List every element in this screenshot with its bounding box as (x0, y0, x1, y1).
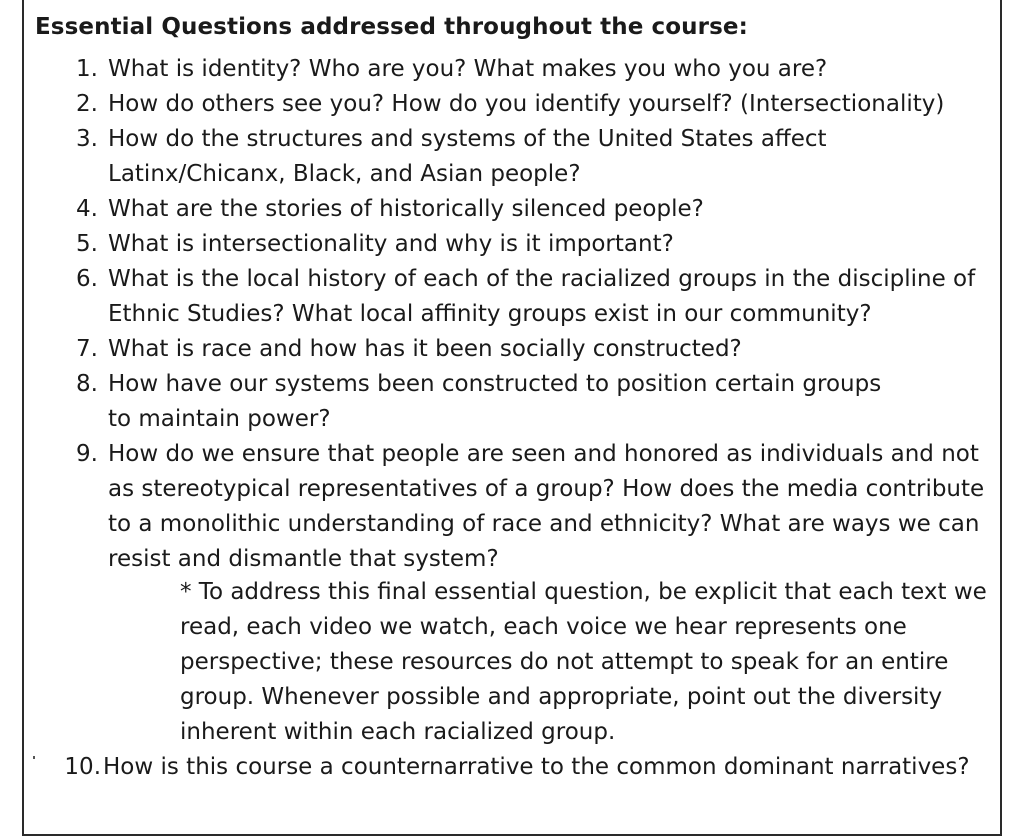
question-number: 2. (76, 91, 98, 117)
question-text: How do the structures and systems of the United States affect Latinx/Chicanx, Black, and Asian people? (108, 126, 827, 187)
page-title: Essential Questions addressed throughout the course: (35, 14, 748, 40)
question-text: How do we ensure that people are seen and honored as individuals and not as stereotypical representatives of a group? How does the media contribute to a monolithic understanding of race and ethnicity? What are ways we can resist and dismantle that system? (108, 441, 985, 572)
scan-speck (33, 756, 35, 759)
question-number: 6. (76, 266, 98, 292)
question-number: 7. (76, 336, 98, 362)
question-text: How is this course a counternarrative to the common dominant narratives? (103, 754, 970, 780)
question-number: 4. (76, 196, 98, 222)
question-number: 1. (76, 56, 98, 82)
question-text: What is intersectionality and why is it important? (108, 231, 674, 257)
question-text: How do others see you? How do you identify yourself? (Intersectionality) (108, 91, 945, 117)
question-text: What are the stories of historically silenced people? (108, 196, 704, 222)
question-text: What is race and how has it been socially constructed? (108, 336, 742, 362)
question-number: 10. (64, 754, 101, 780)
question-number: 9. (76, 441, 98, 467)
question-text: What is the local history of each of the racialized groups in the discipline of Ethnic Studies? What local affinity groups exist in our community? (108, 266, 976, 327)
question-9-note: * To address this final essential question, be explicit that each text we read, each video we watch, each voice we hear represents one perspective; these resources do not attempt to speak for an entire group. Whenever possible and appropriate, point out the diversity inherent within each racialized group. (180, 579, 987, 745)
question-number: 8. (76, 371, 98, 397)
question-text: What is identity? Who are you? What makes you who you are? (108, 56, 828, 82)
question-number: 3. (76, 126, 98, 152)
question-number: 5. (76, 231, 98, 257)
question-text: How have our systems been constructed to position certain groups to maintain power? (108, 371, 882, 432)
